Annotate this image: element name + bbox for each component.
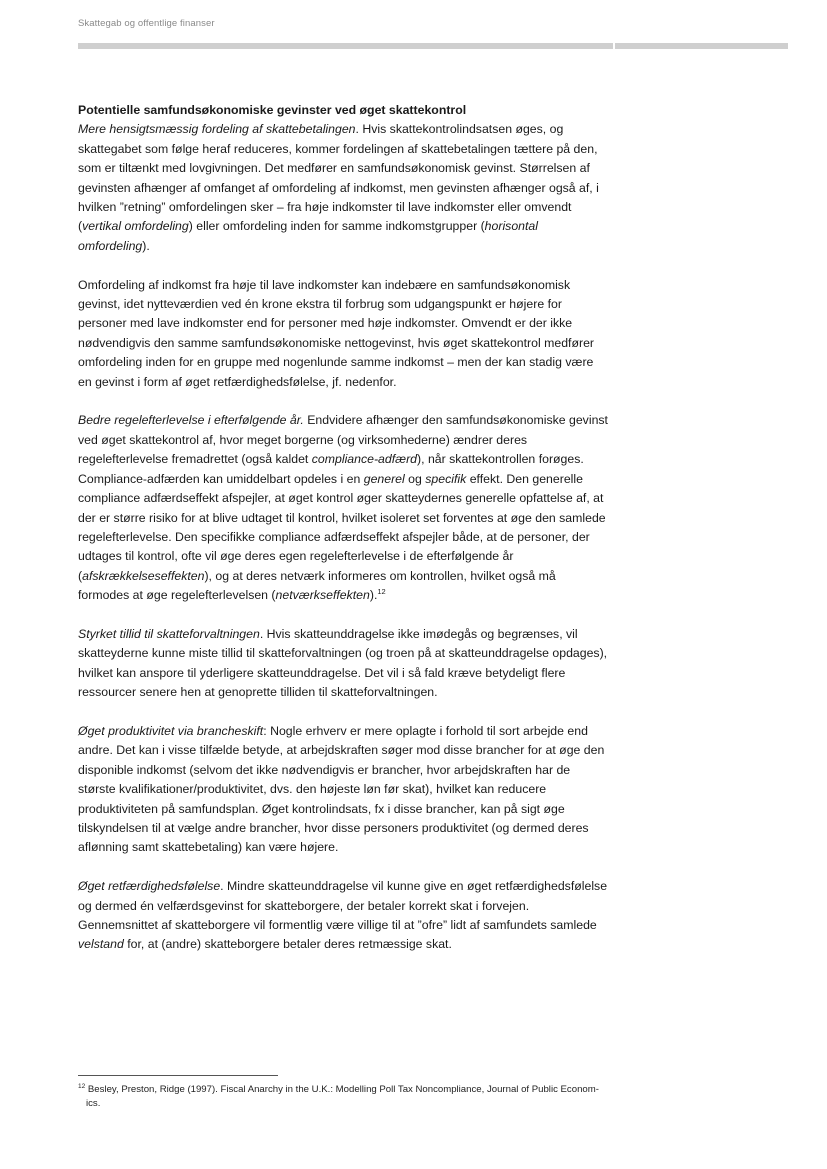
paragraph-text: ) eller omfordeling inden for samme indkomstgrupper ( (188, 219, 485, 234)
italic-term: netværkseffekten (275, 588, 370, 603)
paragraph-text: : Nogle erhverv er mere oplagte i forhold til sort arbejde end andre. Det kan i visse tilfælde betyde, at arbejdskraften søger mod disse brancher for at øge den disponible indkomst (selvom det ikke nødvendigvis er brancher, hvor arbejdskraften har de største kvalifikationer/produktivitet, dvs. den højeste løn før skat), hvilket kan reducere produktiviteten på samfundsplan. Øget kontrolindsats, fx i disse brancher, kan på sigt øge tilskyndelsen til at vælge andre brancher, hvor disse personers produktivitet (og dermed deres aflønning samt skattebetaling) kan være højere. (78, 723, 605, 855)
main-content (78, 101, 610, 974)
paragraph-text: . Mindre skatteunddragelse vil kunne give en øget retfærdighedsfølelse og dermed én velfærdsgevinst for skatteborgere, der betaler korrekt skat i forvejen. Gennemsnittet af skatteborgere vil formentlig være villige til at ”ofre” lidt af samfundets samlede (78, 879, 608, 932)
paragraph-lead: Bedre regelefterlevelse i efterfølgende år. (78, 413, 304, 428)
paragraph-produktivitet (78, 722, 610, 858)
footnote-text: Besley, Preston, Ridge (1997). Fiscal Anarchy in the U.K.: Modelling Poll Tax Noncompliance, Journal of Public Econom- (85, 1084, 599, 1095)
paragraph-text: ), når skattekontrollen forøges. Compliance-adfærden kan umiddelbart opdeles i en (78, 452, 584, 486)
paragraph-text: Endvidere afhænger den samfundsøkonomiske gevinst ved øget skattekontrol af, hvor meget borgerne (og virksomhederne) ændrer deres regelefterlevelse fremadrettet (også kaldet (78, 413, 608, 467)
italic-term: compliance-adfærd (311, 452, 418, 467)
running-header: Skattegab og offentlige finanser (78, 18, 215, 29)
footnote-number: 12 (78, 1082, 86, 1090)
italic-term: afskrækkelseseffekten (82, 568, 205, 583)
paragraph-text: for, at (andre) skatteborgere betaler deres retmæssige skat. (123, 937, 452, 952)
paragraph-regelefterlevelse (78, 411, 610, 605)
paragraph-tillid (78, 625, 610, 703)
header-divider-bar (78, 43, 788, 49)
paragraph-text: ). (369, 588, 378, 603)
header-bar-gap (613, 43, 615, 49)
paragraph-text: . Hvis skatteunddragelse ikke imødegås og begrænses, vil skatteyderne kunne miste tillid til skatteforvaltningen (og troen på at skatteunddragelse opdages), hvilket kan anspore til yderligere skatteunddragelse. Det vil i så fald kræve betydeligt flere ressourcer senere hen at genoprette tilliden til skatteforvaltningen. (78, 626, 608, 700)
paragraph-fordeling (78, 120, 610, 256)
italic-term: vertikal omfordeling (82, 219, 189, 234)
footnote (78, 1083, 610, 1111)
footnote-text-continuation: ics. (86, 1098, 101, 1109)
paragraph-text: ). (142, 238, 150, 253)
section-title: Potentielle samfundsøkonomiske gevinster ved øget skattekontrol (78, 103, 467, 117)
paragraph-lead: Øget produktivitet via brancheskift (78, 723, 264, 738)
footnote-reference[interactable]: 12 (377, 587, 386, 597)
italic-term: velstand (78, 937, 124, 952)
paragraph-text: Omfordeling af indkomst fra høje til lave indkomster kan indebære en samfundsøkonomisk gevinst, idet nytteværdien ved én krone ekstra til forbrug som udgangspunkt er højere for personer med lave indkomster end for personer med høje indkomster. Omvendt er der ikke nødvendigvis den samme samfundsøkonomiske nettogevinst, hvis øget skattekontrol medfører omfordeling inden for en gruppe med nogenlunde samme indkomst – men der kan stadig være en gevinst i form af øget retfærdighedsfølelse, jf. nedenfor. (78, 277, 595, 389)
footnote-divider (78, 1075, 278, 1076)
paragraph-retfaerdighed (78, 877, 610, 955)
paragraph-lead: Styrket tillid til skatteforvaltningen (78, 626, 260, 641)
italic-term: specifik (425, 471, 467, 486)
paragraph-omfordeling (78, 276, 610, 392)
paragraph-lead: Øget retfærdighedsfølelse (78, 879, 221, 894)
italic-term: horisontal omfordeling (78, 219, 538, 253)
paragraph-text: og (404, 471, 426, 486)
paragraph-lead: Mere hensigtsmæssig fordeling af skattebetalingen (78, 122, 356, 137)
paragraph-text: ), og at deres netværk informeres om kontrollen, hvilket også må formodes at øge regelefterlevelsen ( (78, 568, 556, 603)
paragraph-text: . Hvis skattekontrolindsatsen øges, og skattegabet som følge heraf reduceres, kommer fordelingen af skattebetalingen tættere på den, som er tiltænkt med lovgivningen. Det medfører en samfundsøkonomisk gevinst. Størrelsen af gevinsten afhænger af omfanget af omfordeling af indkomst, men gevinsten afhænger også af, i hvilken ”retning” omfordelingen sker – fra høje indkomster til lave indkomster eller omvendt ( (78, 122, 599, 234)
paragraph-text: effekt. Den generelle compliance adfærdseffekt afspejler, at øget kontrol øger skatteydernes generelle opfattelse af, at der er større risiko for at blive udtaget til kontrol, hvilket isoleret set forventes at øge den samlede regelefterlevelse. Den specifikke compliance adfærdseffekt afspejler både, at de personer, der udtages til kontrol, ofte vil øge deres egen regelefterlevelse i de efterfølgende år ( (78, 471, 606, 583)
italic-term: generel (363, 471, 405, 486)
